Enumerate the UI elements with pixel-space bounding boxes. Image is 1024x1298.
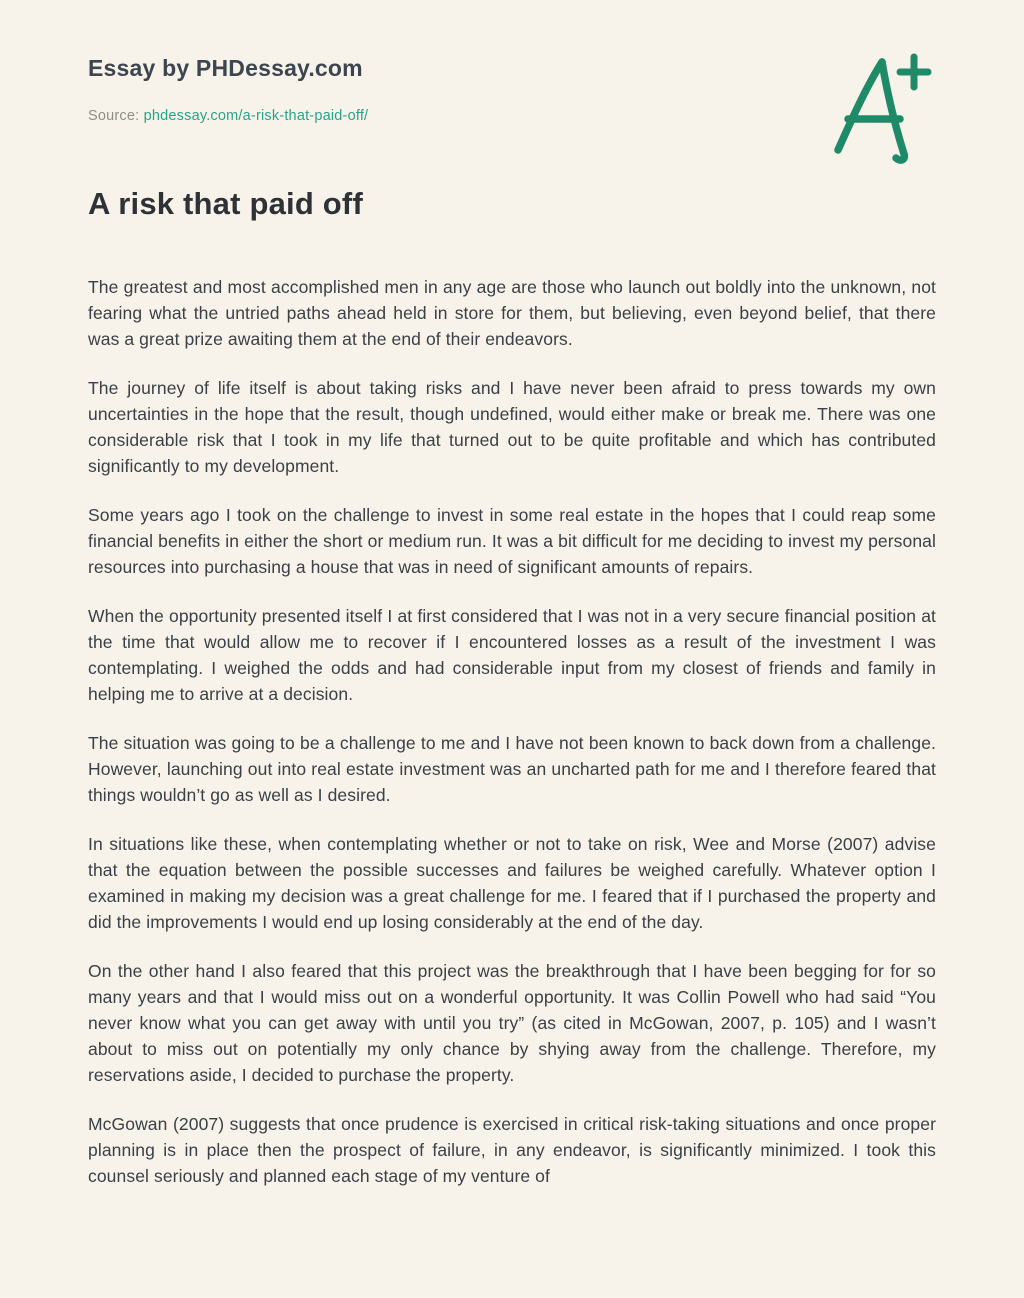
essay-paragraph: The situation was going to be a challenge to me and I have not been known to back down from a challenge. However, launching out into real estate investment was an uncharted path for me and I therefore feared that things wouldn’t go as well as I desired. — [88, 733, 936, 805]
byline: Essay by PHDessay.com — [88, 55, 363, 81]
source-link[interactable]: phdessay.com/a-risk-that-paid-off/ — [143, 108, 369, 124]
essay-body — [88, 274, 936, 1189]
essay-title: A risk that paid off — [88, 186, 363, 221]
essay-paragraph: Some years ago I took on the challenge to invest in some real estate in the hopes that I could reap some financial benefits in either the short or medium run. It was a bit difficult for me deciding to invest my personal resources into purchasing a house that was in need of significant amounts of repairs. — [88, 505, 936, 577]
phdessay-a-plus-logo-icon — [824, 52, 932, 164]
source-label: Source: — [88, 108, 140, 124]
essay-paragraph: In situations like these, when contemplating whether or not to take on risk, Wee and Morse (2007) advise that the equation between the possible successes and failures be weighed carefully. Whatever option I examined in making my decision was a great challenge for me. I feared that if I purchased the property and did the improvements I would end up losing considerably at the end of the day. — [88, 834, 936, 932]
essay-paragraph: On the other hand I also feared that this project was the breakthrough that I have been begging for for so many years and that I would miss out on a wonderful opportunity. It was Collin Powell who had said “You never know what you can get away with until you try” (as cited in McGowan, 2007, p. 105) and I wasn’t about to miss out on potentially my only chance by shying away from the challenge. Therefore, my reservations aside, I decided to purchase the property. — [88, 961, 936, 1085]
source-line — [88, 108, 936, 124]
essay-paragraph: When the opportunity presented itself I at first considered that I was not in a very secure financial position at the time that would allow me to recover if I encountered losses as a result of the investment I was contemplating. I weighed the odds and had considerable input from my closest of friends and family in helping me to arrive at a decision. — [88, 606, 936, 704]
essay-paragraph: The greatest and most accomplished men in any age are those who launch out boldly into the unknown, not fearing what the untried paths ahead held in store for them, but believing, even beyond belief, that there was a great prize awaiting them at the end of their endeavors. — [88, 277, 936, 349]
essay-paragraph: The journey of life itself is about taking risks and I have never been afraid to press towards my own uncertainties in the hope that the result, though undefined, would either make or break me. There was one considerable risk that I took in my life that turned out to be quite profitable and which has contributed significantly to my development. — [88, 378, 936, 476]
essay-paragraph: McGowan (2007) suggests that once prudence is exercised in critical risk-taking situations and once proper planning is in place then the prospect of failure, in any endeavor, is significantly minimized. I took this counsel seriously and planned each stage of my venture of — [88, 1114, 936, 1186]
